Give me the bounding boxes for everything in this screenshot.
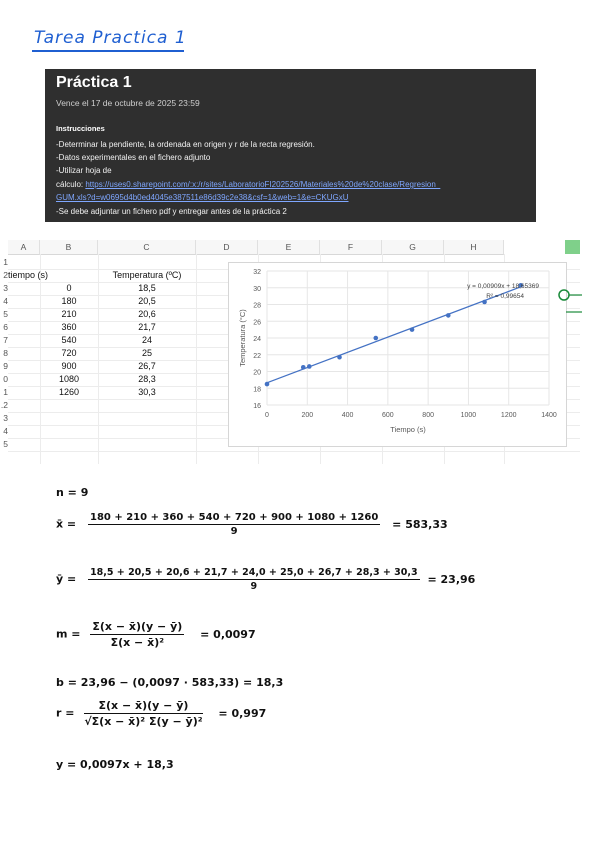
- xbar-fraction: [88, 512, 380, 537]
- temperature-cell[interactable]: 21,7: [138, 322, 156, 332]
- x-tick-label: 0: [265, 412, 269, 419]
- row-header[interactable]: 5: [3, 439, 8, 449]
- temperature-cell[interactable]: 25: [141, 348, 152, 358]
- row-header[interactable]: 0: [3, 374, 8, 384]
- temperature-cell[interactable]: 20,6: [138, 309, 156, 319]
- chart-svg: [229, 263, 566, 446]
- r-equation: [56, 699, 266, 728]
- ybar-fraction: [88, 567, 420, 592]
- y-tick-label: 22: [253, 352, 261, 360]
- temperature-cell[interactable]: 24: [141, 335, 152, 345]
- r-denominator: √Σ(x − x̄)² Σ(y − ȳ)²: [84, 715, 203, 728]
- y-tick-label: 26: [253, 319, 261, 327]
- time-cell[interactable]: 1080: [58, 374, 80, 384]
- r-lhs: r =: [56, 706, 75, 720]
- y-tick-label: 20: [253, 369, 261, 377]
- ybar-lhs: ȳ =: [56, 572, 77, 586]
- data-point[interactable]: [410, 327, 415, 332]
- header-cell-time[interactable]: tiempo (s): [8, 270, 49, 280]
- column-header[interactable]: F: [320, 240, 382, 255]
- data-point[interactable]: [301, 365, 306, 370]
- y-tick-label: 32: [253, 269, 261, 276]
- y-tick-label: 28: [253, 302, 261, 310]
- time-cell[interactable]: 360: [61, 322, 77, 332]
- m-denominator: Σ(x − x̄)²: [110, 636, 165, 649]
- m-equation: [56, 620, 256, 649]
- column-header[interactable]: E: [258, 240, 320, 255]
- assignment-card: [45, 69, 536, 222]
- instruction-line: -Datos experimentales en el fichero adjunto: [56, 153, 211, 162]
- row-header[interactable]: 8: [3, 348, 8, 358]
- data-point[interactable]: [446, 313, 451, 318]
- ybar-denominator: 9: [250, 581, 258, 592]
- xbar-equation: [56, 512, 448, 537]
- temperature-cell[interactable]: 26,7: [138, 361, 156, 371]
- x-tick-label: 1200: [500, 412, 517, 419]
- row-header[interactable]: 5: [3, 309, 8, 319]
- row-header[interactable]: 1: [3, 387, 8, 397]
- final-equation: y = 0,0097x + 18,3: [56, 758, 174, 771]
- m-numerator: Σ(x − x̄)(y − ȳ): [92, 620, 183, 633]
- column-header[interactable]: A: [8, 240, 40, 255]
- column-header[interactable]: C: [98, 240, 196, 255]
- r-fraction: [84, 699, 202, 728]
- m-lhs: m =: [56, 627, 81, 641]
- row-header[interactable]: 9: [3, 361, 8, 371]
- time-cell[interactable]: 180: [61, 296, 77, 306]
- data-point[interactable]: [373, 336, 378, 341]
- column-header[interactable]: B: [40, 240, 98, 255]
- instruction-line: [56, 180, 440, 189]
- assignment-name: Práctica 1: [56, 74, 132, 91]
- data-point[interactable]: [265, 382, 270, 387]
- title-underline: [32, 50, 184, 52]
- row-header[interactable]: 2: [3, 270, 8, 280]
- m-fraction: [90, 620, 184, 649]
- y-tick-label: 30: [253, 285, 261, 293]
- time-cell[interactable]: 900: [61, 361, 77, 371]
- y-axis-label: Temperatura (°C): [238, 309, 247, 367]
- temperature-cell[interactable]: 30,3: [138, 387, 156, 397]
- x-tick-label: 1400: [541, 412, 557, 419]
- x-axis-label: Tiempo (s): [390, 425, 426, 434]
- r-numerator: Σ(x − x̄)(y − ȳ): [84, 699, 202, 714]
- column-header[interactable]: D: [196, 240, 258, 255]
- time-cell[interactable]: 210: [61, 309, 77, 319]
- y-tick-label: 16: [253, 403, 261, 410]
- xbar-result: = 583,33: [392, 517, 448, 531]
- column-gridline: [196, 254, 197, 464]
- instruction-line: [56, 193, 349, 202]
- row-header[interactable]: 7: [3, 335, 8, 345]
- instruction-line: -Utilizar hoja de: [56, 166, 112, 175]
- column-header[interactable]: H: [444, 240, 504, 255]
- time-cell[interactable]: 0: [66, 283, 72, 293]
- x-tick-label: 200: [301, 412, 314, 419]
- column-header[interactable]: G: [382, 240, 444, 255]
- data-point[interactable]: [307, 364, 312, 369]
- row-header[interactable]: 4: [3, 426, 8, 436]
- x-tick-label: 600: [382, 412, 394, 419]
- spreadsheet-link-cont[interactable]: GUM.xls?d=w0695d4b0ed4045e387511e86d39c2e38&csf=1&web=1&e=CKUGxU: [56, 193, 349, 202]
- shape-handle-icon: [556, 286, 582, 316]
- due-date: Vence el 17 de octubre de 2025 23:59: [56, 98, 200, 108]
- b-equation: b = 23,96 − (0,0097 · 583,33) = 18,3: [56, 676, 284, 689]
- row-header[interactable]: 6: [3, 322, 8, 332]
- xbar-numerator: 180 + 210 + 360 + 540 + 720 + 900 + 1080 + 1260: [90, 512, 379, 523]
- trendline-equation: y = 0,00909x + 18,65369: [467, 283, 539, 291]
- ybar-result: = 23,96: [427, 572, 476, 586]
- row-header[interactable]: 1: [3, 257, 8, 267]
- selected-column-strip: [565, 240, 580, 254]
- row-header[interactable]: .2: [0, 400, 8, 410]
- instruction-line: -Determinar la pendiente, la ordenada en origen y r de la recta regresión.: [56, 140, 315, 149]
- row-header[interactable]: 3: [3, 283, 8, 293]
- time-cell[interactable]: 1260: [58, 387, 80, 397]
- y-tick-label: 24: [253, 336, 261, 343]
- xbar-denominator: 9: [230, 526, 238, 537]
- temperature-cell[interactable]: 18,5: [138, 283, 156, 293]
- data-point[interactable]: [482, 300, 487, 305]
- header-cell-temperature[interactable]: Temperatura (ºC): [112, 270, 182, 280]
- row-gridline: [8, 451, 580, 452]
- spreadsheet-link[interactable]: https://uses0.sharepoint.com/:x:/r/sites/LaboratorioFI202526/Materiales%20de%20clase/Regresion_: [85, 180, 441, 189]
- r-squared-label: R² = 0,99654: [486, 293, 524, 301]
- ybar-numerator: 18,5 + 20,5 + 20,6 + 21,7 + 24,0 + 25,0 + 26,7 + 28,3 + 30,3: [90, 567, 418, 578]
- data-point[interactable]: [337, 355, 342, 360]
- r-result: = 0,997: [218, 706, 267, 720]
- row-header[interactable]: 4: [3, 296, 8, 306]
- m-result: = 0,0097: [200, 627, 256, 641]
- page-title: Tarea Practica 1: [34, 28, 187, 48]
- link-prefix: cálculo:: [56, 180, 86, 189]
- temperature-cell[interactable]: 28,3: [138, 374, 156, 384]
- time-cell[interactable]: 720: [61, 348, 77, 358]
- row-header[interactable]: 3: [3, 413, 8, 423]
- scatter-chart: [228, 262, 567, 447]
- y-tick-label: 18: [253, 386, 261, 394]
- instructions-label: Instrucciones: [56, 124, 105, 133]
- time-cell[interactable]: 540: [61, 335, 77, 345]
- temperature-cell[interactable]: 20,5: [138, 296, 156, 306]
- ybar-equation: [56, 567, 475, 592]
- instruction-line: -Se debe adjuntar un fichero pdf y entregar antes de la práctica 2: [56, 207, 287, 216]
- x-tick-label: 800: [422, 412, 434, 419]
- x-tick-label: 1000: [460, 412, 477, 419]
- x-tick-label: 400: [341, 412, 354, 419]
- n-line: n = 9: [56, 486, 89, 499]
- xbar-lhs: x̄ =: [56, 517, 77, 531]
